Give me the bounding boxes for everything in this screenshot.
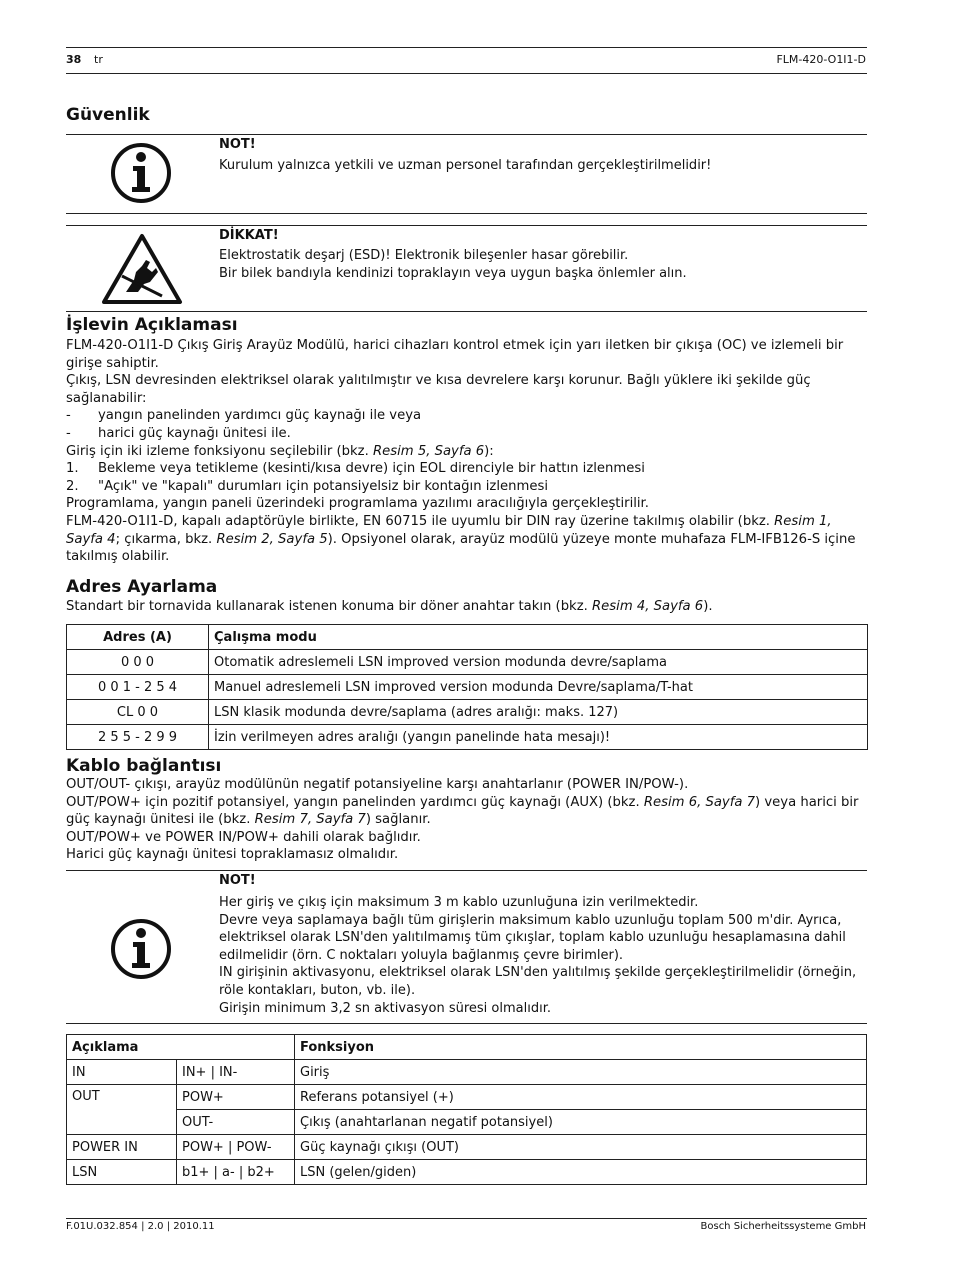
table-cell: Giriş [295,1060,867,1085]
note1-rule-bottom [66,213,867,214]
table-cell: IN+ | IN- [177,1060,295,1085]
text-span: Standart bir tornavida kullanarak istenen konuma bir döner anahtar takın (bkz. [66,599,593,614]
address-table [66,624,868,750]
list-item-text: Bekleme veya tetikleme (kesinti/kısa devre) için EOL direnciyle bir hattın izlenmesi [98,461,645,477]
table-cell: LSN klasik modunda devre/saplama (adres aralığı: maks. 127) [209,700,868,725]
header-rule-top [66,47,867,48]
cable-line-2 [66,794,866,829]
table-cell: 0 0 0 [67,650,209,675]
list-number: 1. [66,461,79,477]
function-paragraph-5 [66,513,866,566]
caution-rule-bottom [66,311,867,312]
table-header-row [67,1035,867,1060]
section-title-function: İşlevin Açıklaması [66,315,238,335]
table-row [67,1085,867,1110]
figure-reference: Resim 2, Sayfa 5 [216,531,328,547]
table-cell: Referans potansiyel (+) [295,1085,867,1110]
note2-line: Her giriş ve çıkış için maksimum 3 m kablo uzunluğuna izin verilmektedir. [219,895,699,910]
table-row [67,650,868,675]
note2-rule-top [66,870,867,871]
table-cell: 2 5 5 - 2 9 9 [67,725,209,750]
section-title-safety: Güvenlik [66,105,150,125]
table-row [67,1110,867,1135]
table-row [67,1060,867,1085]
note2-rule-bottom [66,1023,867,1024]
table-row [67,1160,867,1185]
table-cell: Otomatik adreslemeli LSN improved version modunda devre/saplama [209,650,868,675]
text-span: ). [703,599,713,614]
table-cell: POW+ | POW- [177,1135,295,1160]
text-span: ; çıkarma, bkz. [115,531,217,547]
section-title-cable: Kablo bağlantısı [66,756,222,776]
function-paragraph-4: Programlama, yangın paneli üzerindeki programlama yazılımı aracılığıyla gerçekleştirilir. [66,496,649,512]
table-row [67,1135,867,1160]
function-paragraph-2: Çıkış, LSN devresinden elektriksel olarak yalıtılmıştır ve kısa devrelere karşı korunur. Bağlı yüklere iki şekilde güç sağlanabilir: [66,373,811,406]
table-header-cell: Açıklama [67,1035,295,1060]
table-header-cell: Adres (A) [67,625,209,650]
table-cell: IN [67,1060,177,1085]
text-span: FLM-420-O1I1-D, kapalı adaptörüyle birlikte, EN 60715 ile uyumlu bir DIN ray üzerine takılmış olabilir (bkz. [66,513,775,529]
figure-reference: Resim 5, Sayfa 6 [372,443,485,459]
note2-line: Devre veya saplamaya bağlı tüm girişlerin maksimum kablo uzunluğu toplam 500 m'dir. Ayrıca, elektriksel olarak LSN'den yalıtılmamış tüm çıkışlar, toplam kablo uzunluğu hesaplamasına dahil edilmelidir (örn. C noktaları yoluyla bağlanmış çevre birimler). [219,912,846,963]
function-body [66,337,866,566]
figure-reference: Resim 4, Sayfa 6 [592,599,704,614]
table-row [67,725,868,750]
footer-rule [66,1218,867,1219]
table-cell: 0 0 1 - 2 5 4 [67,675,209,700]
dash-marker: - [66,408,71,424]
caution-label: DİKKAT! [219,228,279,243]
figure-reference: Resim 6, Sayfa 7 [643,794,756,810]
esd-warning-icon [100,232,184,310]
cable-table [66,1034,867,1185]
dash-marker: - [66,425,71,441]
function-paragraph-1: FLM-420-O1I1-D Çıkış Giriş Arayüz Modülü, harici cihazları kontrol etmek için yarı iletken bir çıkışa (OC) ve izlemeli bir girişe sahiptir. [66,338,844,371]
footer-company: Bosch Sicherheitssysteme GmbH [700,1221,866,1232]
header-rule-bottom [66,73,867,74]
cable-body [66,776,866,864]
dash-item-text: yangın panelinden yardımcı güç kaynağı ile veya [98,408,422,424]
section-title-address: Adres Ayarlama [66,577,218,597]
caution-line-1: Elektrostatik deşarj (ESD)! Elektronik bileşenler hasar görebilir. [219,248,629,263]
language-code: tr [94,53,103,66]
note2-line: IN girişinin aktivasyonu, elektriksel olarak LSN'den yalıtılmış şekilde gerçekleştirilmelidir (örneğin, röle kontakları, buton, vb. ile). [219,965,857,998]
text-span: ) veya harici bir güç kaynağı ünitesi ile (bkz. [66,794,859,828]
caution-rule-top [66,225,867,226]
note1-label: NOT! [219,137,256,152]
table-row [67,675,868,700]
note1-rule-top [66,134,867,135]
table-cell: b1+ | a- | b2+ [177,1160,295,1185]
text-span: Giriş için iki izleme fonksiyonu seçilebilir (bkz. [66,443,373,459]
figure-reference: Resim 7, Sayfa 7 [254,812,366,828]
list-item-text: "Açık" ve "kapalı" durumları için potansiyelsiz bir kontağın izlenmesi [98,478,548,494]
footer-doc-info: F.01U.032.854 | 2.0 | 2010.11 [66,1221,215,1232]
table-cell: OUT- [177,1110,295,1135]
table-cell: Güç kaynağı çıkışı (OUT) [295,1135,867,1160]
info-icon [110,142,172,208]
table-cell: Çıkış (anahtarlanan negatif potansiyel) [295,1110,867,1135]
table-cell: CL 0 0 [67,700,209,725]
text-span: ): [484,443,494,459]
table-cell: OUT [67,1085,177,1135]
cable-line-4: Harici güç kaynağı ünitesi topraklamasız olmalıdır. [66,847,399,863]
function-paragraph-3 [66,443,866,461]
note2-line: Girişin minimum 3,2 sn aktivasyon süresi olmalıdır. [219,1000,551,1016]
cable-line-3: OUT/POW+ ve POWER IN/POW+ dahili olarak bağlıdır. [66,829,421,845]
text-span: OUT/POW+ için pozitif potansiyel, yangın panelinden yardımcı güç kaynağı (AUX) (bkz. [66,794,644,810]
table-row [67,700,868,725]
text-span: ) sağlanır. [365,812,431,828]
figure-reference: Resim 1, Sayfa 4 [66,513,832,547]
table-header-row [67,625,868,650]
table-cell: LSN [67,1160,177,1185]
dash-list-item [66,425,866,443]
table-cell: POW+ [177,1085,295,1110]
page-number: 38 [66,53,82,66]
table-header-cell: Fonksiyon [295,1035,867,1060]
numbered-list-item [66,478,866,496]
cable-line-1: OUT/OUT- çıkışı, arayüz modülünün negatif potansiyeline karşı anahtarlanır (POWER IN/POW-). [66,777,689,792]
table-cell: Manuel adreslemeli LSN improved version modunda Devre/saplama/T-hat [209,675,868,700]
table-cell: POWER IN [67,1135,177,1160]
info-icon [110,918,172,984]
table-cell: İzin verilmeyen adres aralığı (yangın panelinde hata mesajı)! [209,725,868,750]
caution-line-2: Bir bilek bandıyla kendinizi topraklayın veya uygun başka önlemler alın. [219,265,687,281]
dash-list-item [66,407,866,425]
numbered-list-item [66,460,866,478]
dash-item-text: harici güç kaynağı ünitesi ile. [98,425,291,441]
note1-text: Kurulum yalnızca yetkili ve uzman personel tarafından gerçekleştirilmelidir! [219,158,712,173]
note2-label: NOT! [219,873,256,888]
table-cell: LSN (gelen/giden) [295,1160,867,1185]
address-intro [66,598,866,616]
caution-text [219,247,867,282]
doc-code: FLM-420-O1I1-D [776,53,866,66]
table-header-cell: Çalışma modu [209,625,868,650]
text-span: ). Opsiyonel olarak, arayüz modülü yüzeye monte muhafaza FLM-IFB126-S içine takılmış olabilir. [66,531,856,565]
list-number: 2. [66,478,79,494]
note2-text [219,894,867,1017]
